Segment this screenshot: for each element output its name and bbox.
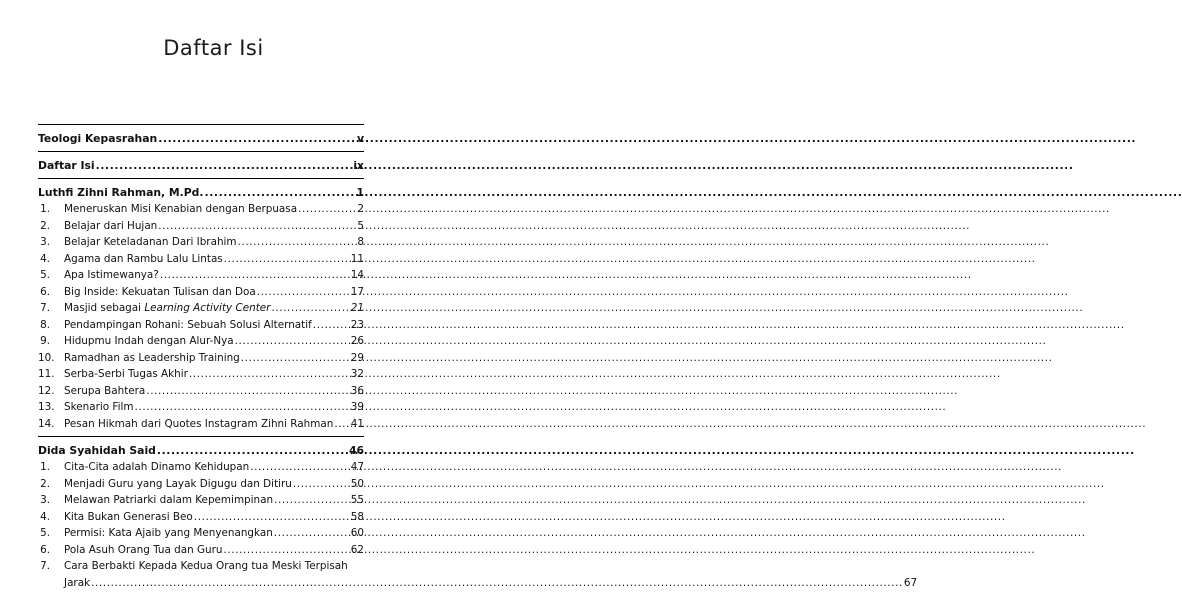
toc-author-entry[interactable] xyxy=(38,184,364,201)
toc-entry[interactable] xyxy=(38,251,364,268)
toc-entry-page: 8 xyxy=(357,236,364,248)
toc-entry-page: v xyxy=(356,132,364,145)
dot-leader xyxy=(298,201,356,218)
toc-entry-page: 1 xyxy=(356,186,364,199)
toc-entry[interactable] xyxy=(38,416,364,433)
toc-entry[interactable] xyxy=(38,476,364,493)
toc-entry-page: 29 xyxy=(350,351,364,364)
toc-entry-number: 3. xyxy=(40,236,50,248)
dot-leader xyxy=(235,333,350,350)
toc-entry[interactable] xyxy=(38,542,364,559)
toc-entry[interactable] xyxy=(38,399,364,416)
dot-leader xyxy=(257,284,350,301)
toc-entry[interactable] xyxy=(38,218,364,235)
dot-leader xyxy=(223,542,349,559)
dot-leader xyxy=(146,383,349,400)
toc-entry-page: 32 xyxy=(350,368,364,380)
toc-entry-label: Serupa Bahtera xyxy=(64,384,146,397)
table-of-contents xyxy=(38,124,918,595)
toc-entry-page: 50 xyxy=(350,477,364,490)
toc-entry-number: 9. xyxy=(40,335,50,347)
dot-leader xyxy=(241,350,350,367)
toc-entry-number: 5. xyxy=(40,269,50,281)
toc-entry-number: 2. xyxy=(40,477,50,490)
toc-entry-label-italic: Learning Activity Center xyxy=(144,302,271,314)
toc-entry-label: Meneruskan Misi Kenabian dengan Berpuasa xyxy=(64,203,298,215)
toc-entry-label-continued: Jarak xyxy=(64,576,91,589)
dot-leader xyxy=(274,492,350,509)
toc-entry-label: Agama dan Rambu Lalu Lintas xyxy=(64,252,223,265)
dot-leader xyxy=(224,251,350,268)
toc-entry-label: Teologi Kepasrahan xyxy=(38,132,158,145)
dot-leader xyxy=(158,218,356,235)
dot-leader xyxy=(160,267,350,284)
toc-entry-label: Ramadhan as Leadership Training xyxy=(64,351,240,364)
toc-entry-page: 26 xyxy=(350,335,364,347)
toc-entry-label: Hidupmu Indah dengan Alur-Nya xyxy=(64,335,234,347)
toc-entry-label: Pola Asuh Orang Tua dan Guru xyxy=(64,543,223,556)
toc-entry-page: 39 xyxy=(350,401,364,413)
toc-entry-label: Permisi: Kata Ajaib yang Menyenangkan xyxy=(64,527,273,539)
toc-entry-page: 11 xyxy=(350,252,364,265)
toc-entry[interactable] xyxy=(38,509,364,526)
author-name: Luthfi Zihni Rahman, M.Pd. xyxy=(38,186,204,199)
toc-entry-label: Masjid sebagai Learning Activity Center xyxy=(64,302,271,314)
toc-entry-number: 1. xyxy=(40,461,50,473)
toc-entry-number: 5. xyxy=(40,527,50,539)
toc-entry-page: 17 xyxy=(350,285,364,298)
toc-entry-page: 67 xyxy=(903,576,918,589)
toc-entry-page: 46 xyxy=(348,444,364,457)
toc-entry-number: 3. xyxy=(40,494,50,506)
toc-front-matter xyxy=(38,125,364,151)
dot-leader xyxy=(91,575,903,592)
toc-entry-number: 11. xyxy=(38,368,55,380)
toc-entry-number: 4. xyxy=(40,252,50,265)
dot-leader xyxy=(274,525,350,542)
toc-entry-number: 6. xyxy=(40,543,50,556)
toc-entry-page: 23 xyxy=(350,318,364,331)
toc-entry-number: 13. xyxy=(38,401,55,413)
toc-author-section xyxy=(38,437,918,595)
toc-entry-label: Big Inside: Kekuatan Tulisan dan Doa xyxy=(64,285,256,298)
toc-entry-page: 14 xyxy=(350,269,364,281)
toc-entry[interactable] xyxy=(38,492,364,509)
dot-leader xyxy=(135,399,350,416)
toc-entry-number: 1. xyxy=(40,203,50,215)
dot-leader xyxy=(189,366,350,383)
toc-entry-number: 7. xyxy=(40,560,50,572)
toc-entry-page: 47 xyxy=(350,461,364,473)
toc-author-section xyxy=(38,179,364,436)
toc-entry[interactable] xyxy=(38,267,364,284)
dot-leader xyxy=(158,130,356,147)
toc-entry-label: Cita-Cita adalah Dinamo Kehidupan xyxy=(64,461,250,473)
toc-entry[interactable] xyxy=(38,350,364,367)
toc-entry[interactable] xyxy=(38,366,364,383)
toc-entry-label: Cara Berbakti Kepada Kedua Orang tua Meski Terpisah xyxy=(64,560,348,572)
toc-entry-number: 10. xyxy=(38,351,55,364)
dot-leader xyxy=(271,300,349,317)
toc-entry-label: Belajar dari Hujan xyxy=(64,219,158,232)
dot-leader xyxy=(194,509,350,526)
toc-entry-number: 14. xyxy=(38,417,55,430)
toc-entry-number: 4. xyxy=(40,510,50,523)
dot-leader xyxy=(313,317,350,334)
toc-entry-page: 36 xyxy=(350,384,364,397)
toc-entry-label: Belajar Keteladanan Dari Ibrahim xyxy=(64,236,237,248)
toc-entry-label: Pendampingan Rohani: Sebuah Solusi Alternatif xyxy=(64,318,312,331)
toc-entry[interactable] xyxy=(38,157,364,174)
toc-front-matter xyxy=(38,152,364,178)
toc-entry[interactable] xyxy=(38,317,364,334)
toc-entry-label: Skenario Film xyxy=(64,401,134,413)
toc-entry-number: 2. xyxy=(40,219,50,232)
toc-sections xyxy=(38,179,918,595)
toc-entry-page: 58 xyxy=(350,510,364,523)
toc-entry[interactable] xyxy=(38,525,364,542)
toc-entry-number: 12. xyxy=(38,384,55,397)
toc-entry-number: 6. xyxy=(40,285,50,298)
dot-leader xyxy=(96,157,353,174)
dot-leader xyxy=(250,459,350,476)
toc-entry-page: 41 xyxy=(350,417,364,430)
toc-entry-label: Melawan Patriarki dalam Kepemimpinan xyxy=(64,494,274,506)
toc-entry-page: 21 xyxy=(350,302,364,314)
toc-author-entry[interactable] xyxy=(38,442,364,459)
toc-entry[interactable] xyxy=(38,201,364,218)
toc-entry-label: Kita Bukan Generasi Beo xyxy=(64,510,193,523)
toc-entry[interactable] xyxy=(38,130,364,147)
toc-entry-page: 62 xyxy=(350,543,364,556)
dot-leader xyxy=(334,416,349,433)
toc-entry[interactable] xyxy=(38,333,364,350)
toc-entry-page: 60 xyxy=(350,527,364,539)
author-name: Dida Syahidah Said xyxy=(38,444,156,457)
toc-entry-page: ix xyxy=(353,159,364,172)
toc-entry-page: 55 xyxy=(350,494,364,506)
page-title: Daftar Isi xyxy=(163,36,264,60)
toc-entry[interactable] xyxy=(38,284,364,301)
toc-entry-label: Daftar Isi xyxy=(38,159,95,172)
toc-entry-label: Pesan Hikmah dari Quotes Instagram Zihni Rahman xyxy=(64,417,334,430)
toc-entry-page: 2 xyxy=(357,203,364,215)
toc-entry[interactable] xyxy=(38,383,364,400)
toc-entry-label: Menjadi Guru yang Layak Digugu dan Ditiru xyxy=(64,477,292,490)
toc-entry-page: 5 xyxy=(357,219,364,232)
dot-leader xyxy=(157,442,348,459)
dot-leader xyxy=(293,476,350,493)
dot-leader xyxy=(238,234,357,251)
toc-entry[interactable] xyxy=(38,234,364,251)
toc-entry-number: 8. xyxy=(40,318,50,331)
toc-entry[interactable] xyxy=(38,459,364,476)
toc-entry-label: Apa Istimewanya? xyxy=(64,269,159,281)
toc-entry[interactable] xyxy=(38,558,918,591)
toc-entry-number: 7. xyxy=(40,302,50,314)
toc-entry-label: Serba-Serbi Tugas Akhir xyxy=(64,368,188,380)
toc-entry[interactable] xyxy=(38,300,364,317)
dot-leader xyxy=(205,184,356,201)
